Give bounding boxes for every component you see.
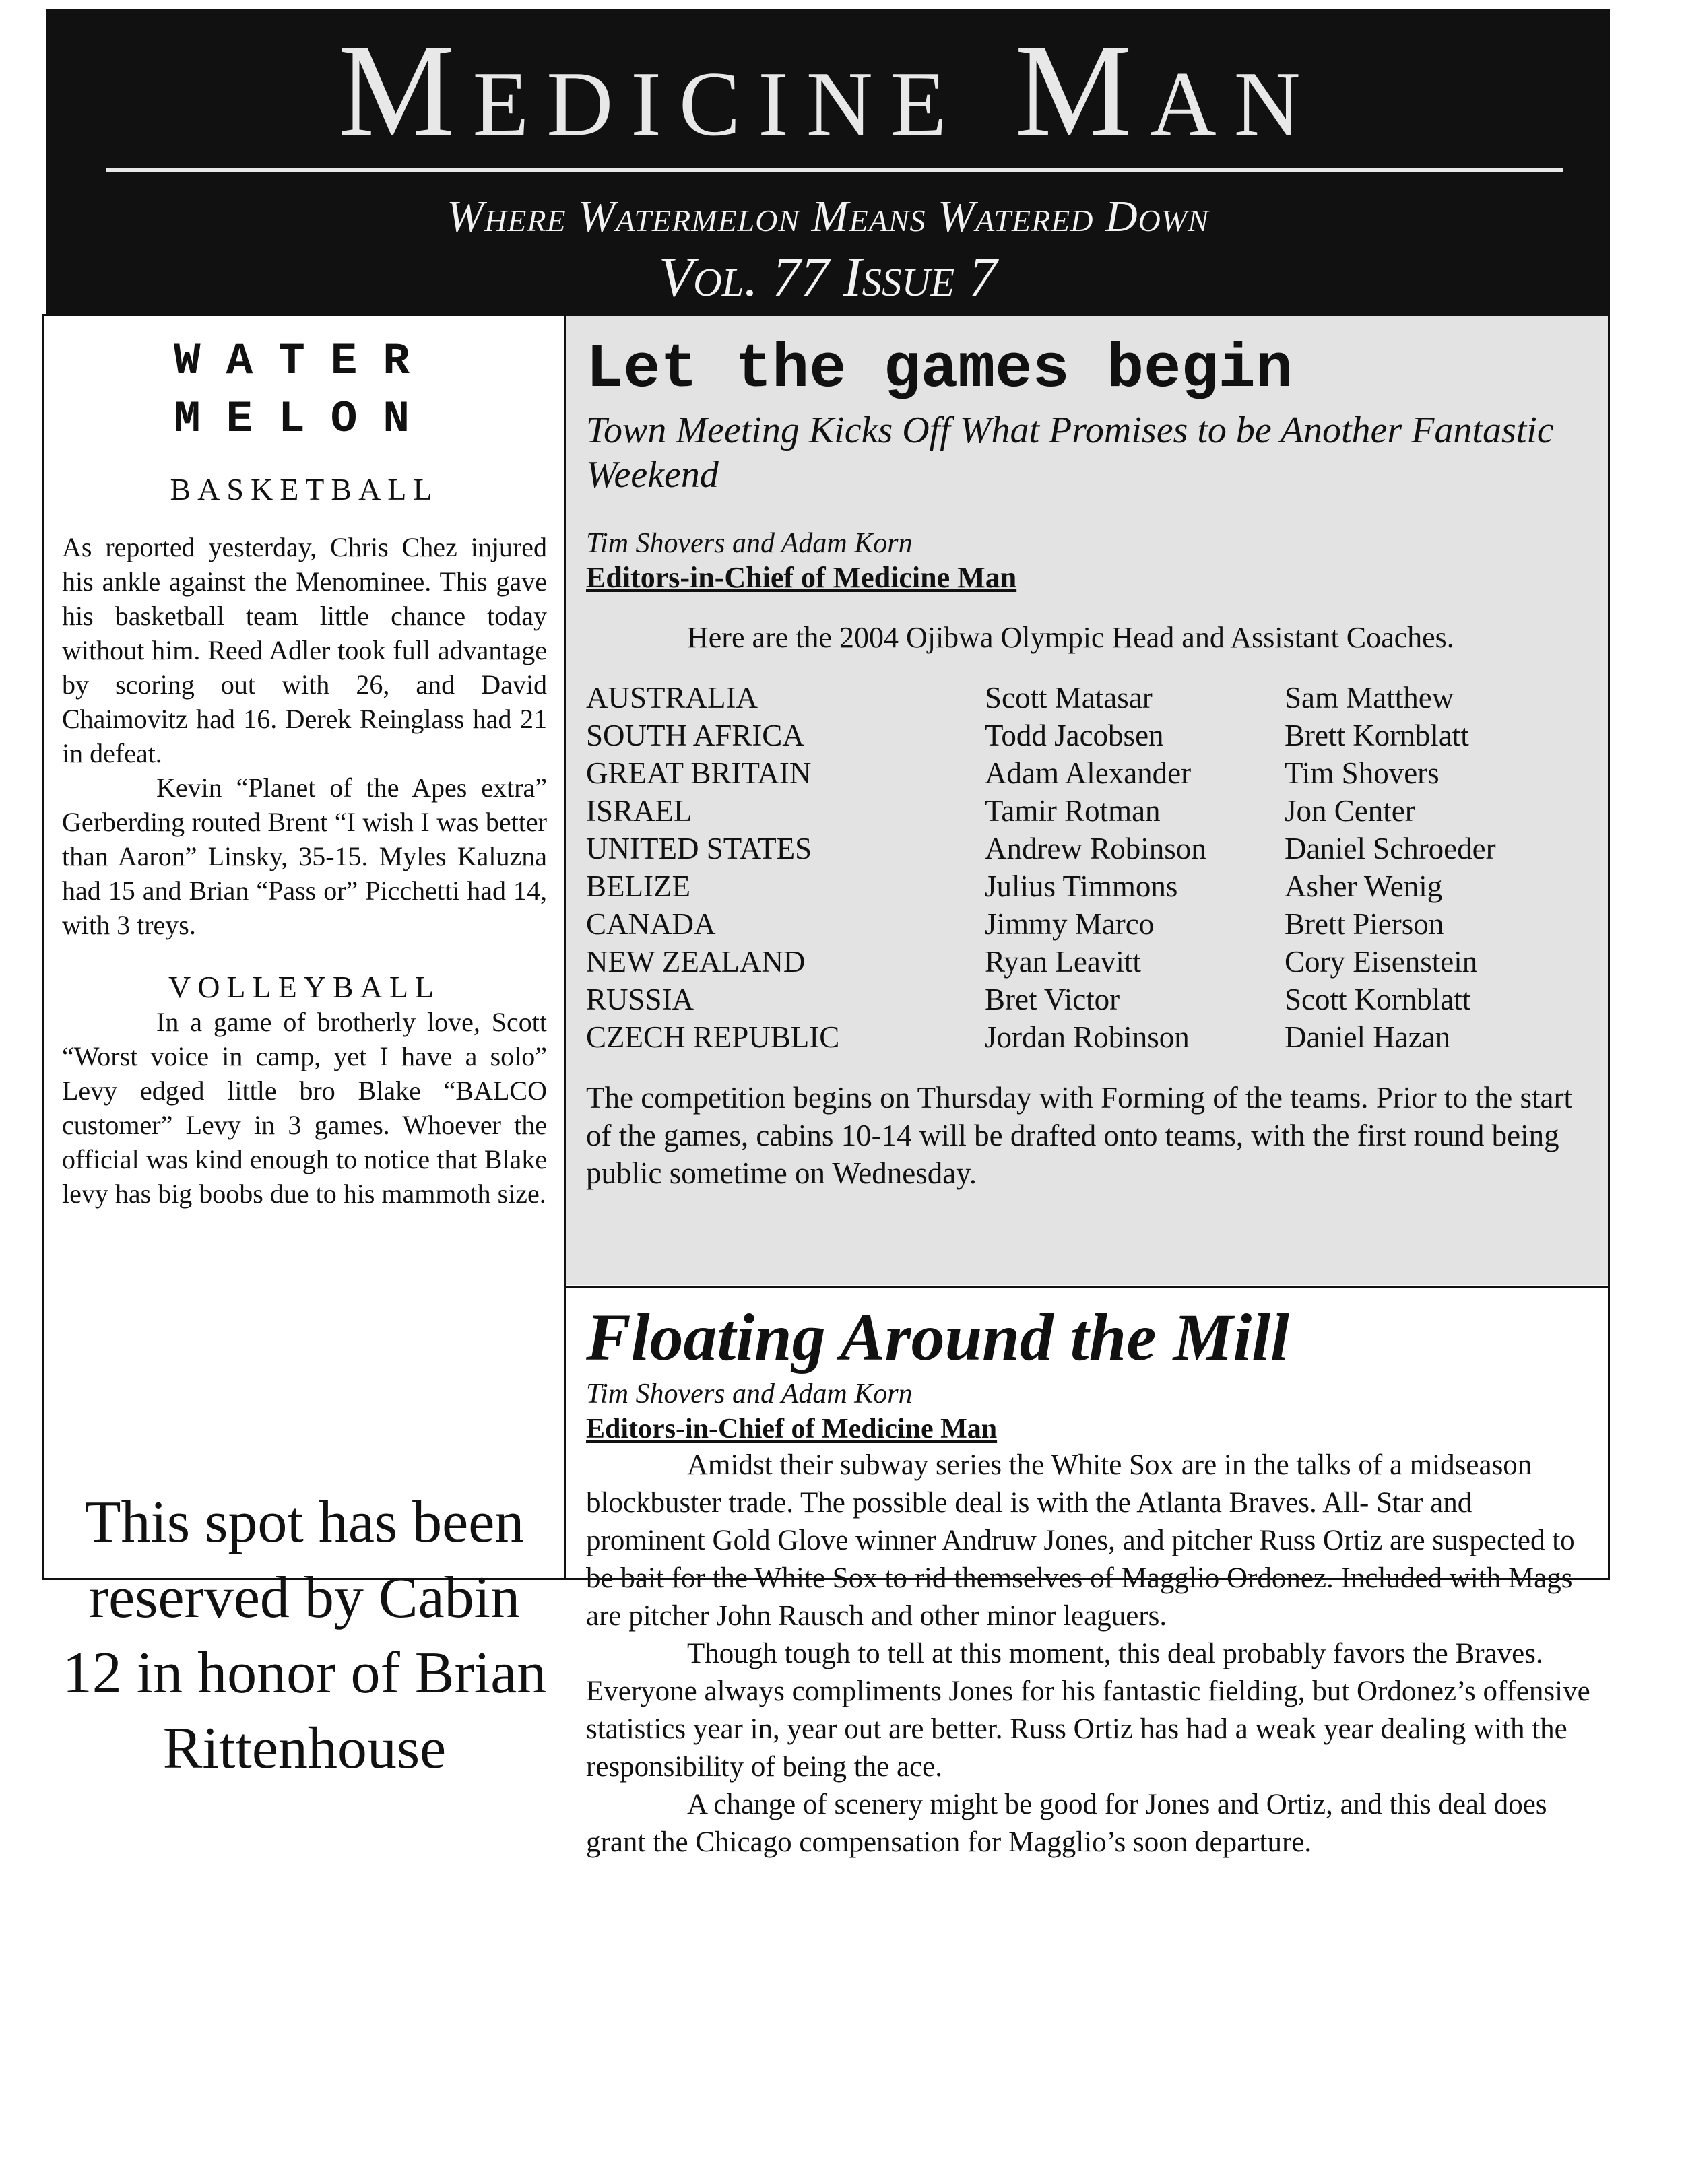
- coach-row: [586, 792, 1601, 830]
- masthead: [46, 9, 1610, 314]
- head-coach-cell: Jimmy Marco: [985, 907, 1155, 941]
- sports-column: [62, 323, 547, 1211]
- assistant-coach-cell: Daniel Hazan: [1285, 1020, 1451, 1054]
- newspaper-title: Medicine Man: [337, 18, 1318, 164]
- head-coach-cell: Todd Jacobsen: [985, 719, 1164, 752]
- article-divider: [564, 1286, 1610, 1288]
- games-article: [586, 319, 1603, 1192]
- games-footer-paragraph: The competition begins on Thursday with Forming of the teams. Prior to the start of the games, cabins 10-14 will be drafted onto teams, with the first round being public sometime on Wednesday.: [586, 1081, 1572, 1190]
- assistant-coach-cell: Jon Center: [1285, 794, 1415, 828]
- coach-row: [586, 830, 1601, 867]
- head-coach-cell: Adam Alexander: [985, 756, 1192, 790]
- coach-row: [586, 905, 1601, 943]
- basketball-paragraph: Kevin “Planet of the Apes extra” Gerberding routed Brent “I wish I was better than Aaron” Linsky, 35-15. Myles Kaluzna had 15 and Brian “Pass or” Picchetti had 14, with 3 treys.: [62, 772, 547, 940]
- head-coach-cell: Jordan Robinson: [985, 1020, 1190, 1054]
- country-cell: UNITED STATES: [586, 832, 812, 865]
- coach-row: [586, 1018, 1601, 1056]
- mill-paragraph: Though tough to tell at this moment, this deal probably favors the Braves. Everyone always compliments Jones for his fantastic fielding, but Ordonez’s offensive statistics year in, year out are better. Russ Ortiz has had a weak year dealing with the responsibility of being the ace.: [586, 1638, 1590, 1783]
- coach-row: [586, 717, 1601, 754]
- head-coach-cell: Tamir Rotman: [985, 794, 1161, 828]
- column-divider: [564, 314, 566, 1580]
- country-cell: RUSSIA: [586, 983, 694, 1016]
- volleyball-heading: VOLLEYBALL: [168, 970, 441, 1004]
- assistant-coach-cell: Brett Kornblatt: [1285, 719, 1469, 752]
- coaches-intro: Here are the 2004 Ojibwa Olympic Head and Assistant Coaches.: [687, 621, 1454, 654]
- country-cell: CANADA: [586, 907, 716, 941]
- coaches-table: [586, 679, 1601, 1056]
- country-cell: NEW ZEALAND: [586, 945, 806, 979]
- coach-row: [586, 943, 1601, 981]
- head-coach-cell: Scott Matasar: [985, 681, 1153, 715]
- country-cell: SOUTH AFRICA: [586, 719, 804, 752]
- assistant-coach-cell: Sam Matthew: [1285, 681, 1454, 715]
- assistant-coach-cell: Brett Pierson: [1285, 907, 1444, 941]
- sports-heading-line1: WATER: [173, 336, 436, 387]
- head-coach-cell: Julius Timmons: [985, 869, 1178, 903]
- assistant-coach-cell: Asher Wenig: [1285, 869, 1443, 903]
- reserved-notice: This spot has been reserved by Cabin 12 in honor of Brian Rittenhouse: [62, 1490, 547, 1781]
- games-byline: Tim Shovers and Adam Korn: [586, 528, 913, 559]
- country-cell: BELIZE: [586, 869, 690, 903]
- assistant-coach-cell: Tim Shovers: [1285, 756, 1439, 790]
- coach-row: [586, 679, 1601, 717]
- assistant-coach-cell: Scott Kornblatt: [1285, 983, 1471, 1016]
- assistant-coach-cell: Cory Eisenstein: [1285, 945, 1478, 979]
- head-coach-cell: Andrew Robinson: [985, 832, 1206, 865]
- mill-paragraph: Amidst their subway series the White Sox are in the talks of a midseason blockbuster trade. The possible deal is with the Atlanta Braves. All- Star and prominent Gold Glove winner Andruw Jones, and pitcher Russ Ortiz are suspected to be bait for the White Sox to rid themselves of Magglio Ordonez. Included with Mags are pitcher John Rausch and other minor leaguers.: [586, 1449, 1575, 1632]
- sports-heading-line2: MELON: [173, 394, 436, 444]
- games-byline-role: Editors-in-Chief of Medicine Man: [586, 561, 1017, 594]
- country-cell: CZECH REPUBLIC: [586, 1020, 840, 1054]
- mill-byline: Tim Shovers and Adam Korn: [586, 1379, 913, 1410]
- coach-row: [586, 981, 1601, 1018]
- volleyball-paragraph: In a game of brotherly love, Scott “Worst voice in camp, yet I have a solo” Levy edged little bro Blake “BALCO customer” Levy in 3 games. Whoever the official was kind enough to notice that Blake levy has big boobs due to his mammoth size.: [62, 1007, 547, 1209]
- issue-number: Vol. 77 Issue 7: [658, 246, 998, 308]
- country-cell: AUSTRALIA: [586, 681, 758, 715]
- head-coach-cell: Bret Victor: [985, 983, 1120, 1016]
- games-subheadline: Town Meeting Kicks Off What Promises to be Another Fantastic Weekend: [586, 409, 1554, 496]
- head-coach-cell: Ryan Leavitt: [985, 945, 1141, 979]
- mill-byline-role: Editors-in-Chief of Medicine Man: [586, 1414, 998, 1445]
- basketball-heading: BASKETBALL: [170, 472, 439, 506]
- newspaper-tagline: Where Watermelon Means Watered Down: [447, 192, 1209, 241]
- mill-headline: Floating Around the Mill: [586, 1300, 1289, 1375]
- mill-article: [586, 1298, 1596, 1861]
- mill-paragraph: A change of scenery might be good for Jones and Ortiz, and this deal does grant the Chicago compensation for Magglio’s soon departure.: [586, 1789, 1547, 1858]
- country-cell: ISRAEL: [586, 794, 692, 828]
- coach-row: [586, 867, 1601, 905]
- games-headline: Let the games begin: [586, 334, 1293, 405]
- basketball-paragraph: As reported yesterday, Chris Chez injured his ankle against the Menominee. This gave his basketball team little chance today without him. Reed Adler took full advantage by scoring out with 26, and David Chaimovitz had 16. Derek Reinglass had 21 in defeat.: [62, 532, 547, 768]
- sports-heading: [62, 333, 547, 449]
- assistant-coach-cell: Daniel Schroeder: [1285, 832, 1496, 865]
- coach-row: [586, 754, 1601, 792]
- country-cell: GREAT BRITAIN: [586, 756, 812, 790]
- masthead-rule: [106, 168, 1563, 172]
